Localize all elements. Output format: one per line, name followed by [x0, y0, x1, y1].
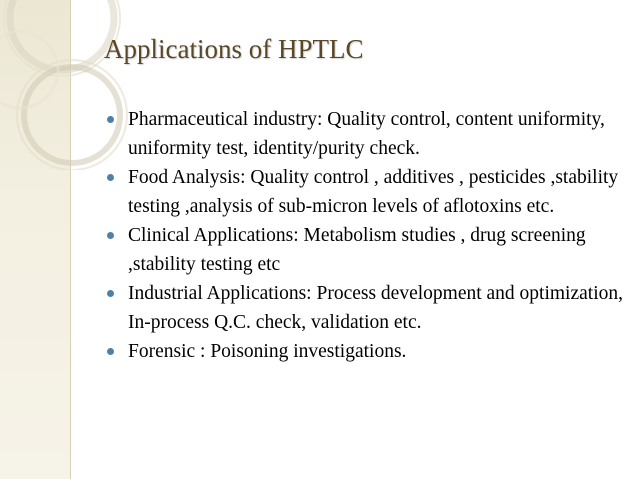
circle-bullet-icon [107, 116, 114, 123]
list-item [105, 163, 625, 221]
bullet-text: Clinical Applications: Metabolism studies , drug screening ,stability testing etc [128, 225, 586, 275]
circle-bullet-icon [107, 290, 114, 297]
bullet-text: Food Analysis: Quality control , additives , pesticides ,stability testing ,analysis of sub-micron levels of aflotoxins etc. [128, 167, 619, 217]
bullet-text: Industrial Applications: Process development and optimization, In-process Q.C. check, validation etc. [128, 283, 623, 333]
list-item [105, 337, 625, 366]
bullet-list [105, 105, 625, 366]
list-item [105, 221, 625, 279]
slide-title: Applications of HPTLC [104, 34, 364, 64]
bullet-text: Forensic : Poisoning investigations. [128, 341, 407, 362]
list-item [105, 279, 625, 337]
list-item [105, 105, 625, 163]
circle-bullet-icon [107, 348, 114, 355]
circle-bullet-icon [107, 232, 114, 239]
circle-bullet-icon [107, 174, 114, 181]
bullet-text: Pharmaceutical industry: Quality control, content uniformity, uniformity test, identity/purity check. [128, 109, 605, 159]
